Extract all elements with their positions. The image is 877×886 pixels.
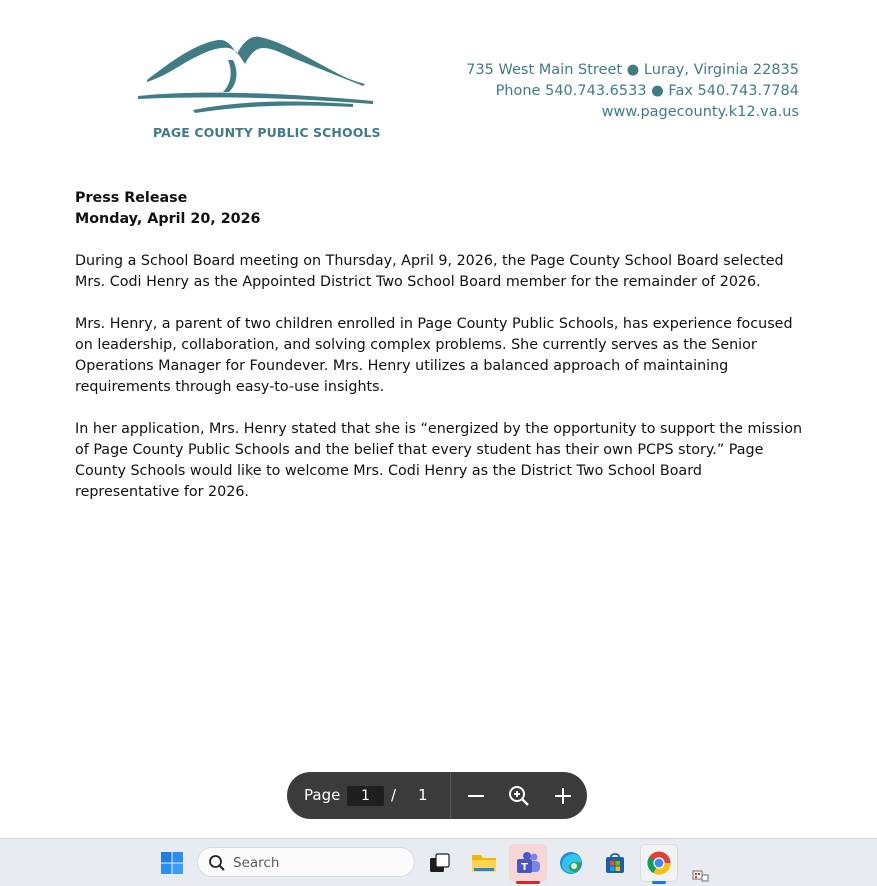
chrome-button[interactable] (644, 848, 674, 878)
release-date: Monday, April 20, 2026 (75, 211, 261, 227)
edge-button[interactable] (556, 848, 586, 878)
page-number-input[interactable]: 1 (347, 786, 384, 806)
total-pages: 1 (418, 786, 428, 804)
app-icon (688, 867, 712, 885)
fit-to-page-button[interactable] (506, 783, 532, 809)
website: www.pagecounty.k12.va.us (601, 104, 799, 120)
zoom-icon (506, 783, 532, 809)
taskbar-search-box[interactable] (197, 847, 415, 877)
svg-text:T: T (521, 862, 528, 873)
minus-icon (463, 783, 489, 809)
task-view-icon (427, 851, 451, 875)
letterhead-contact (466, 60, 799, 123)
press-release-body (75, 188, 805, 503)
street-address: 735 West Main Street ● Luray, Virginia 22835 (466, 62, 799, 78)
zoom-out-button[interactable] (463, 783, 489, 809)
windows-start-icon (160, 851, 184, 875)
teams-running-indicator (516, 881, 540, 884)
paragraph-3: In her application, Mrs. Henry stated that she is “energized by the opportunity to support the mission of Page County Public Schools and the belief that every student has their own PCPS story.” Page County Schools would like to welcome Mrs. Codi Henry as the District Two School Board representative for 2026. (75, 421, 803, 500)
phone-fax: Phone 540.743.6533 ● Fax 540.743.7784 (495, 83, 799, 99)
release-label: Press Release (75, 190, 188, 206)
school-logo (133, 30, 381, 145)
mountain-logo-icon (133, 30, 378, 125)
zoom-in-button[interactable] (550, 783, 576, 809)
task-view-button[interactable] (424, 848, 454, 878)
plus-icon (550, 783, 576, 809)
paragraph-2: Mrs. Henry, a parent of two children enrolled in Page County Public Schools, has experience focused on leadership, collaboration, and solving complex problems. She currently serves as the Senior Operations Manager for Foundever. Mrs. Henry utilizes a balanced approach of maintaining requirements through easy-to-use insights. (75, 316, 793, 395)
start-button[interactable] (157, 848, 187, 878)
pdf-page-toolbar (287, 772, 587, 819)
teams-button[interactable] (513, 848, 543, 878)
teams-icon (515, 851, 541, 875)
windows-taskbar (0, 838, 877, 886)
toolbar-divider (450, 772, 451, 819)
store-button[interactable] (600, 848, 630, 878)
edge-icon (558, 850, 584, 876)
page-label: Page (304, 786, 341, 804)
chrome-icon (646, 850, 672, 876)
file-explorer-icon (471, 851, 497, 875)
store-icon (603, 851, 627, 875)
org-name: PAGE COUNTY PUBLIC SCHOOLS (153, 125, 381, 140)
file-explorer-button[interactable] (469, 848, 499, 878)
chrome-running-indicator (652, 881, 666, 884)
search-icon (208, 854, 226, 872)
search-placeholder: Search (233, 855, 280, 871)
paragraph-1: During a School Board meeting on Thursday, April 9, 2026, the Page County School Board selected Mrs. Codi Henry as the Appointed District Two School Board member for the remainder of 2026. (75, 253, 784, 290)
extra-app-button[interactable] (688, 867, 712, 885)
page-separator: / (391, 786, 397, 804)
